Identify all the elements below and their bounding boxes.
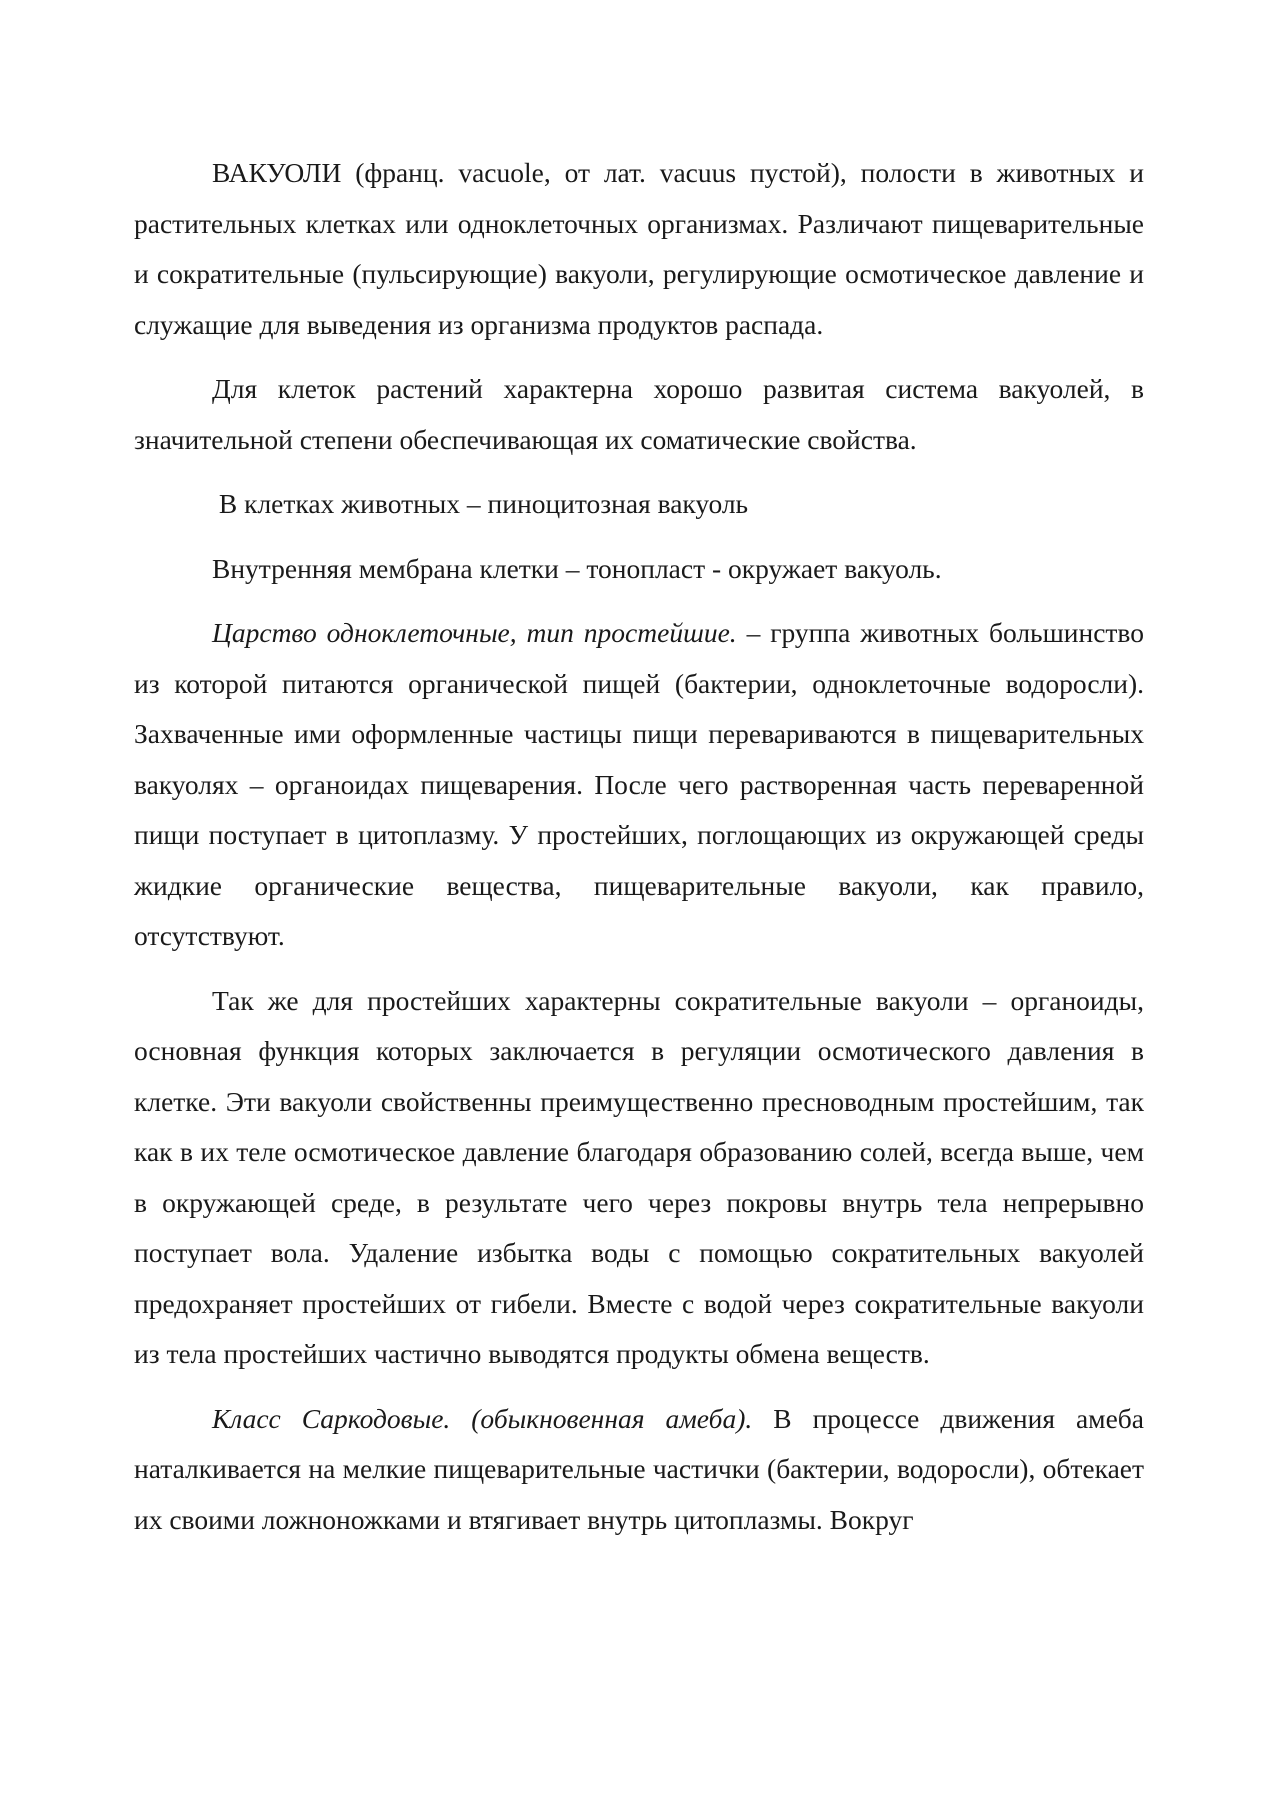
paragraph-animal-cells (134, 479, 1144, 530)
paragraph-contractile-vacuoles (134, 976, 1144, 1380)
paragraph-plant-cells (134, 364, 1144, 465)
paragraph-text: Для клеток растений характерна хорошо развитая система вакуолей, в значительной степени обеспечивающая их соматические свойства. (134, 373, 1144, 455)
paragraph-protozoa (134, 608, 1144, 962)
paragraph-sarcodina (134, 1394, 1144, 1546)
paragraph-text: Внутренняя мембрана клетки – тонопласт - окружает вакуоль. (212, 552, 942, 584)
document-body (134, 148, 1144, 1559)
paragraph-text: ВАКУОЛИ (франц. vacuole, от лат. vacuus пустой), полости в животных и растительных клетках или одноклеточных организмах. Различают пищеварительные и сократительные (пульсирующие) вакуоли, регулирующие осмотическое давление и служащие для выведения из организма продуктов распада. (134, 157, 1144, 340)
paragraph-text: В процессе движения амеба наталкивается на мелкие пищеварительные частички (бактерии, водоросли), обтекает их своими ложноножками и втягивает внутрь цитоплазмы. Вокруг (134, 1402, 1144, 1535)
paragraph-text: Так же для простейших характерны сократительные вакуоли – органоиды, основная функция которых заключается в регуляции осмотического давления в клетке. Эти вакуоли свойственны преимущественно пресноводным простейшим, так как в их теле осмотическое давление благодаря образованию солей, всегда выше, чем в окружающей среде, в результате чего через покровы внутрь тела непрерывно поступает вола. Удаление избытка воды с помощью сократительных вакуолей предохраняет простейших от гибели. Вместе с водой через сократительные вакуоли из тела простейших частично выводятся продукты обмена веществ. (134, 984, 1144, 1369)
paragraph-tonoplast (134, 544, 1144, 595)
paragraph-italic-lead: Класс Саркодовые. (обыкновенная амеба). (212, 1402, 753, 1434)
paragraph-text: В клетках животных – пиноцитозная вакуоль (212, 488, 749, 519)
paragraph-vacuoles-definition (134, 148, 1144, 350)
paragraph-text: – группа животных большинство из которой питаются органической пищей (бактерии, одноклеточные водоросли). Захваченные ими оформленные частицы пищи перевариваются в пищеварительных вакуолях – органоидах пищеварения. После чего растворенная часть переваренной пищи поступает в цитоплазму. У простейших, поглощающих из окружающей среды жидкие органические вещества, пищеварительные вакуоли, как правило, отсутствуют. (134, 617, 1144, 951)
paragraph-italic-lead: Царство одноклеточные, тип простейшие. (212, 617, 737, 648)
